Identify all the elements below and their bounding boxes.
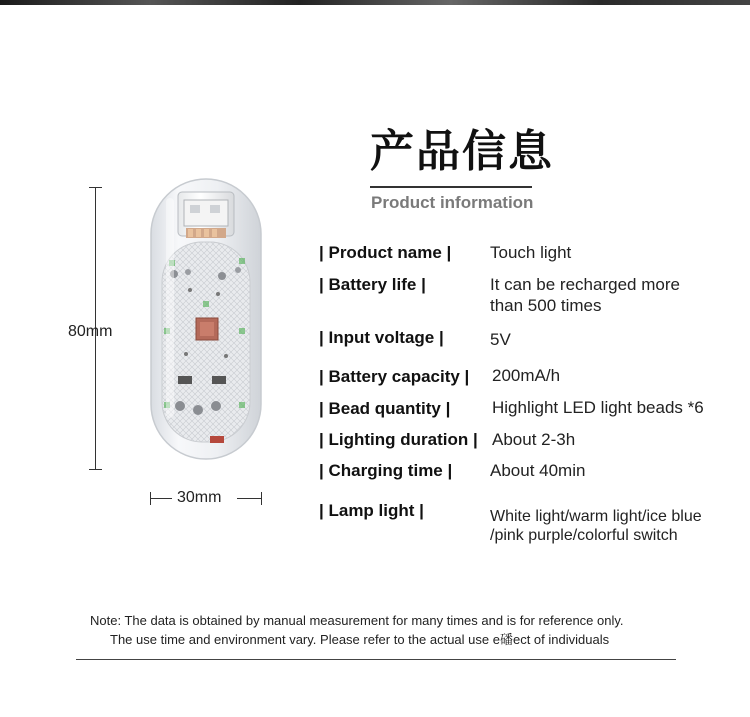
width-dimension-line-right [237, 498, 261, 499]
height-dimension-cap-bottom [89, 469, 102, 470]
width-dimension-label: 30mm [177, 489, 222, 506]
spec-label-battery-life: | Battery life | [319, 275, 426, 294]
spec-value-battery-life-line2: than 500 times [490, 296, 602, 315]
bottom-divider [76, 659, 676, 660]
height-dimension-cap-top [89, 187, 102, 188]
spec-value-charging-time: About 40min [490, 461, 586, 480]
usb-light-product-image [150, 178, 262, 460]
top-banner-strip [0, 0, 750, 5]
spec-value-battery-capacity: 200mA/h [492, 366, 561, 385]
spec-label-bead-quantity: | Bead quantity | [319, 399, 451, 418]
spec-label-charging-time: | Charging time | [319, 461, 453, 480]
spec-label-input-voltage: | Input voltage | [319, 328, 444, 347]
width-dimension-cap-right [261, 492, 262, 505]
spec-label-battery-capacity: | Battery capacity | [319, 367, 470, 386]
spec-label-lamp-light: | Lamp light | [319, 501, 424, 520]
width-dimension-line-left [150, 498, 172, 499]
section-title-chinese: 产品信息 [370, 126, 554, 177]
footnote-line1: Note: The data is obtained by manual measurement for many times and is for reference only. [90, 613, 624, 628]
spec-value-battery-life-line1: It can be recharged more [490, 275, 680, 294]
height-dimension-label: 80mm [68, 323, 113, 340]
spec-value-input-voltage: 5V [490, 330, 511, 349]
section-title-english: Product information [371, 193, 534, 212]
spec-value-bead-quantity: Highlight LED light beads *6 [492, 398, 704, 417]
spec-value-product-name: Touch light [490, 243, 572, 262]
spec-value-lamp-light-line1: White light/warm light/ice blue [490, 508, 702, 525]
title-divider [370, 186, 532, 188]
spec-value-lamp-light-line2: /pink purple/colorful switch [490, 527, 678, 544]
spec-label-lighting-duration: | Lighting duration | [319, 430, 478, 449]
spec-label-product-name: | Product name | [319, 243, 452, 262]
spec-value-lighting-duration: About 2-3h [492, 430, 576, 449]
footnote-line2: The use time and environment vary. Please refer to the actual use e磻ect of individuals [110, 632, 610, 647]
